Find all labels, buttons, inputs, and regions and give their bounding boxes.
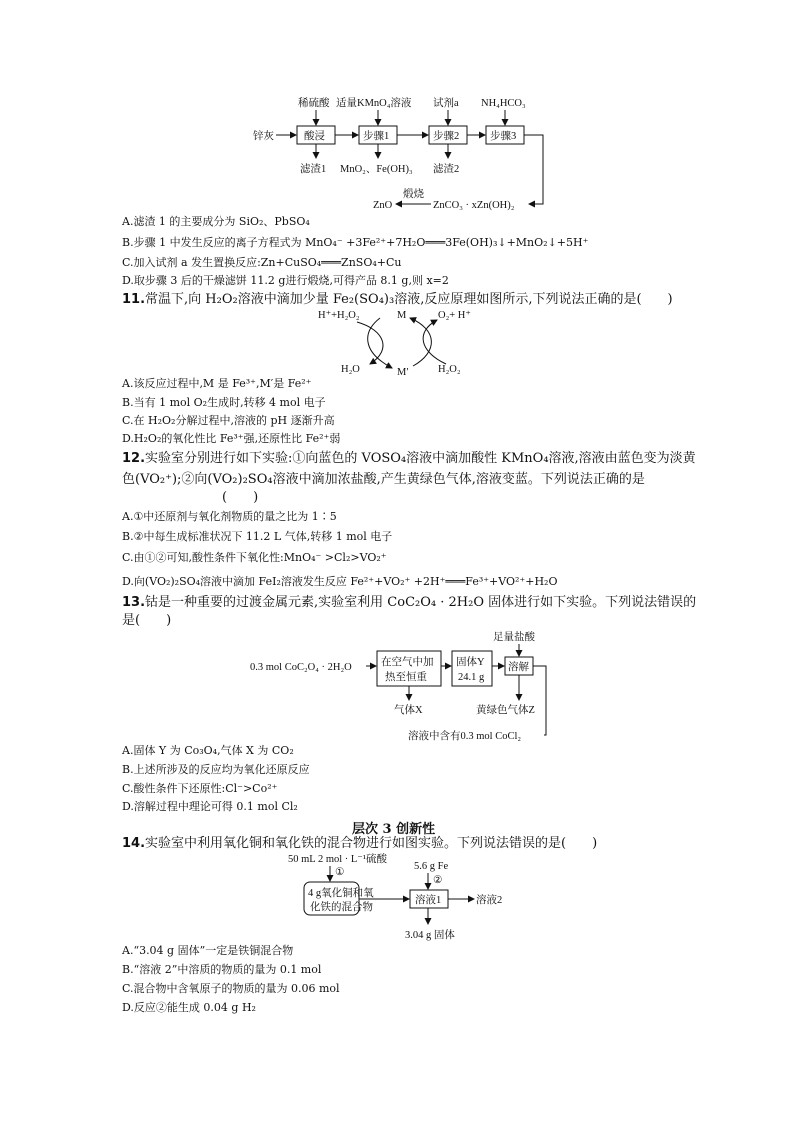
reagent-nh4hco3: NH₄HCO₃ [481, 98, 526, 109]
zno-label: ZnO [373, 200, 393, 211]
h2o-label: H₂O [341, 364, 360, 375]
residue1-label: 滤渣1 [300, 164, 327, 175]
q10-option-a[interactable]: A.滤渣 1 的主要成分为 SiO₂、PbSO₄ [122, 215, 310, 228]
zinc-ash-flowchart [253, 96, 543, 211]
q13-option-a[interactable]: A.固体 Y 为 Co₃O₄,气体 X 为 CO₂ [122, 744, 294, 757]
h2o2-cycle-diagram [318, 310, 471, 378]
o2-h-label: O₂+ H⁺ [438, 310, 471, 321]
acid-leach-label: 酸浸 [304, 131, 325, 142]
step1-label: 步骤1 [363, 131, 390, 142]
reagent-a: 试剂a [433, 98, 459, 109]
section-heading: 层次 3 创新性 [352, 822, 436, 837]
step3-label: 步骤3 [490, 131, 517, 142]
q14-option-c[interactable]: C.混合物中含氧原子的物质的量为 0.06 mol [122, 982, 340, 995]
q11-option-d[interactable]: D.H₂O₂的氧化性比 Fe³⁺强,还原性比 Fe²⁺弱 [122, 432, 341, 445]
h-h2o2-label: H⁺+H₂O₂ [318, 310, 360, 321]
q11-option-a[interactable]: A.该反应过程中,M 是 Fe³⁺,M′是 Fe²⁺ [122, 377, 312, 390]
q13-stem-text1: 钴是一种重要的过渡金属元素,实验室利用 CoC₂O₄ · 2H₂O 固体进行如下实验。下列说法错误的 [145, 595, 697, 610]
cuo-fe2o3-diagram [288, 852, 502, 941]
q13-stem-line2: 是( ) [122, 613, 172, 628]
residue2-label: 滤渣2 [433, 164, 460, 175]
m-prime-label: M′ [397, 367, 409, 378]
q12-option-c[interactable]: C.由①②可知,酸性条件下氧化性:MnO₄⁻ >Cl₂>VO₂⁺ [122, 551, 387, 564]
reagent-kmno4: 适量KMnO₄溶液 [336, 98, 412, 109]
q11-number: 11. [122, 292, 146, 307]
q12-stem-text1: 实验室分别进行如下实验:①向蓝色的 VOSO₄溶液中滴加酸性 KMnO₄溶液,溶液由蓝色变为淡黄 [145, 451, 696, 466]
calcine-label: 煅烧 [403, 189, 424, 200]
q10-option-c[interactable]: C.加入试剂 a 发生置换反应:Zn+CuSO₄═══ZnSO₄+Cu [122, 256, 402, 269]
heat-box-line2: 热至恒重 [385, 672, 427, 683]
q10-option-b[interactable]: B.步骤 1 中发生反应的离子方程式为 MnO₄⁻ +3Fe²⁺+7H₂O═══3Fe(OH)₃↓+MnO₂↓+5H⁺ [122, 236, 589, 249]
solid-y-label: 固体Y [456, 657, 485, 668]
product-znco3: ZnCO₃ · xZn(OH)₂ [433, 200, 515, 211]
mixture-line2: 化铁的混合物 [310, 902, 373, 913]
q14-option-d[interactable]: D.反应②能生成 0.04 g H₂ [122, 1001, 256, 1014]
mixture-line1: 4 g氧化铜和氧 [308, 888, 374, 899]
q14-stem-text: 实验室中利用氧化铜和氧化铁的混合物进行如图实验。下列说法错误的是( ) [145, 836, 598, 851]
solid-y-mass: 24.1 g [458, 672, 485, 683]
q12-option-a[interactable]: A.①中还原剂与氧化剂物质的量之比为 1∶5 [122, 510, 337, 523]
h2o2-label: H₂O₂ [438, 364, 461, 375]
q12-number: 12. [122, 451, 146, 466]
reagent-dilute-sulfuric-acid: 稀硫酸 [298, 98, 330, 109]
q12-stem-line1 [122, 451, 696, 467]
q13-number: 13. [122, 595, 146, 610]
q12-stem-line2: 色(VO₂⁺);②向(VO₂)₂SO₄溶液中滴加浓盐酸,产生黄绿色气体,溶液变蓝。下列说法正确的是 [122, 472, 645, 487]
q13-option-b[interactable]: B.上述所涉及的反应均为氧化还原反应 [122, 763, 310, 776]
gas-z-label: 黄绿色气体Z [476, 705, 535, 716]
step2-label: 步骤2 [433, 131, 460, 142]
gas-x-label: 气体X [394, 705, 423, 716]
q10-option-d[interactable]: D.取步骤 3 后的干燥滤饼 11.2 g进行煅烧,可得产品 8.1 g,则 x=2 [122, 274, 449, 287]
solution1-label: 溶液1 [415, 895, 442, 906]
q11-stem-text: 常温下,向 H₂O₂溶液中滴加少量 Fe₂(SO₄)₃溶液,反应原理如图所示,下列说法正确的是( ) [145, 292, 673, 307]
zinc-ash-label: 锌灰 [253, 131, 274, 142]
q11-option-c[interactable]: C.在 H₂O₂分解过程中,溶液的 pH 逐渐升高 [122, 414, 335, 427]
q11-option-b[interactable]: B.当有 1 mol O₂生成时,转移 4 mol 电子 [122, 396, 326, 409]
q14-number: 14. [122, 836, 146, 851]
q13-stem-line1 [122, 595, 696, 611]
dissolve-label: 溶解 [508, 662, 529, 673]
start-compound-label: 0.3 mol CoC₂O₄ · 2H₂O [250, 662, 352, 673]
q14-option-b[interactable]: B.“溶液 2”中溶质的物质的量为 0.1 mol [122, 963, 322, 976]
cobalt-experiment-diagram [250, 630, 546, 742]
m-label: M [397, 310, 407, 321]
q13-option-d[interactable]: D.溶解过程中理论可得 0.1 mol Cl₂ [122, 800, 298, 813]
q12-answer-paren: ( ) [222, 490, 259, 505]
excess-hcl-label: 足量盐酸 [493, 632, 535, 643]
q12-option-b[interactable]: B.②中每生成标准状况下 11.2 L 气体,转移 1 mol 电子 [122, 530, 393, 543]
heat-box-line1: 在空气中加 [381, 657, 434, 668]
sulfuric-acid-label: 50 mL 2 mol · L⁻¹硫酸 [288, 854, 388, 865]
step1-circle: ① [335, 867, 345, 878]
q11-stem [122, 292, 673, 308]
q14-option-a[interactable]: A.“3.04 g 固体”一定是铁铜混合物 [122, 944, 294, 957]
mno2-feoh3-label: MnO₂、Fe(OH)₃ [340, 164, 413, 175]
solution2-label: 溶液2 [476, 895, 503, 906]
solid-mass-label: 3.04 g 固体 [405, 930, 455, 941]
step2-circle: ② [433, 875, 443, 886]
iron-label: 5.6 g Fe [414, 861, 449, 872]
q13-option-c[interactable]: C.酸性条件下还原性:Cl⁻>Co²⁺ [122, 782, 278, 795]
cocl2-solution-label: 溶液中含有0.3 mol CoCl₂ [408, 731, 522, 742]
q12-option-d[interactable]: D.向(VO₂)₂SO₄溶液中滴加 FeI₂溶液发生反应 Fe²⁺+VO₂⁺ +2H⁺═══Fe³⁺+VO²⁺+H₂O [122, 575, 558, 588]
q14-stem [122, 836, 597, 852]
